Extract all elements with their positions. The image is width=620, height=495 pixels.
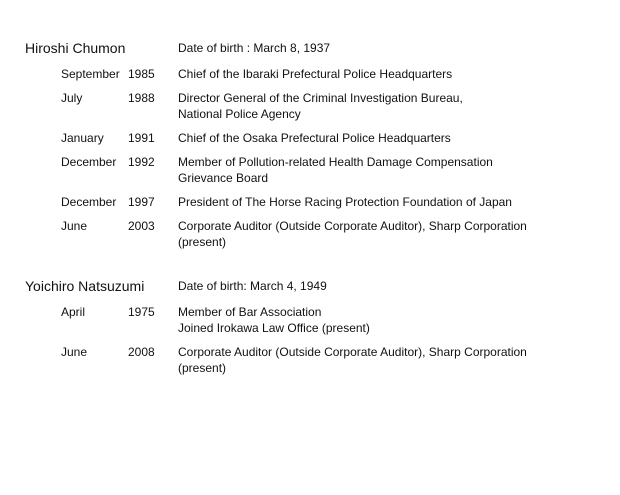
career-row	[0, 344, 620, 376]
person-header	[0, 276, 620, 298]
career-description-line: Corporate Auditor (Outside Corporate Auditor), Sharp Corporation	[178, 345, 527, 359]
career-year: 1975	[128, 305, 155, 319]
career-description-line: Joined Irokawa Law Office (present)	[178, 321, 370, 335]
career-history	[0, 304, 620, 376]
person-name: Hiroshi Chumon	[25, 40, 126, 56]
career-month: December	[61, 155, 117, 169]
career-row	[0, 90, 620, 122]
person-header	[0, 38, 620, 60]
career-description	[178, 154, 578, 186]
career-year: 1997	[128, 195, 155, 209]
career-year: 1991	[128, 131, 155, 145]
career-description	[178, 130, 578, 146]
career-month: January	[61, 131, 104, 145]
career-description-line: Chief of the Ibaraki Prefectural Police Headquarters	[178, 67, 453, 81]
career-description-line: Chief of the Osaka Prefectural Police Headquarters	[178, 131, 451, 145]
career-year: 2003	[128, 219, 155, 233]
career-description-line: National Police Agency	[178, 107, 301, 121]
career-year: 1992	[128, 155, 155, 169]
career-description	[178, 304, 578, 336]
person-section-chumon	[0, 38, 620, 258]
career-row	[0, 130, 620, 146]
career-description	[178, 344, 578, 376]
career-description-line: (present)	[178, 235, 227, 249]
career-description-line: Member of Bar Association	[178, 305, 322, 319]
career-year: 1985	[128, 67, 155, 81]
career-description-line: Director General of the Criminal Investigation Bureau,	[178, 91, 463, 105]
career-month: September	[61, 67, 120, 81]
date-of-birth: Date of birth : March 8, 1937	[178, 41, 331, 55]
career-row	[0, 66, 620, 82]
career-description	[178, 66, 578, 82]
career-description-line: President of The Horse Racing Protection Foundation of Japan	[178, 195, 512, 209]
career-row	[0, 218, 620, 250]
career-description	[178, 218, 578, 250]
career-history	[0, 66, 620, 250]
career-year: 2008	[128, 345, 155, 359]
career-year: 1988	[128, 91, 155, 105]
career-description-line: Member of Pollution-related Health Damage Compensation	[178, 155, 493, 169]
person-name: Yoichiro Natsuzumi	[25, 278, 145, 294]
career-row	[0, 304, 620, 336]
career-description	[178, 194, 578, 210]
career-description-line: Grievance Board	[178, 171, 269, 185]
career-month: June	[61, 345, 88, 359]
career-row	[0, 154, 620, 186]
career-month: April	[61, 305, 86, 319]
career-description-line: (present)	[178, 361, 227, 375]
career-row	[0, 194, 620, 210]
career-description	[178, 90, 578, 122]
date-of-birth: Date of birth: March 4, 1949	[178, 279, 327, 293]
career-description-line: Corporate Auditor (Outside Corporate Auditor), Sharp Corporation	[178, 219, 527, 233]
career-month: July	[61, 91, 83, 105]
career-month: June	[61, 219, 88, 233]
career-month: December	[61, 195, 117, 209]
person-section-natsuzumi	[0, 276, 620, 384]
